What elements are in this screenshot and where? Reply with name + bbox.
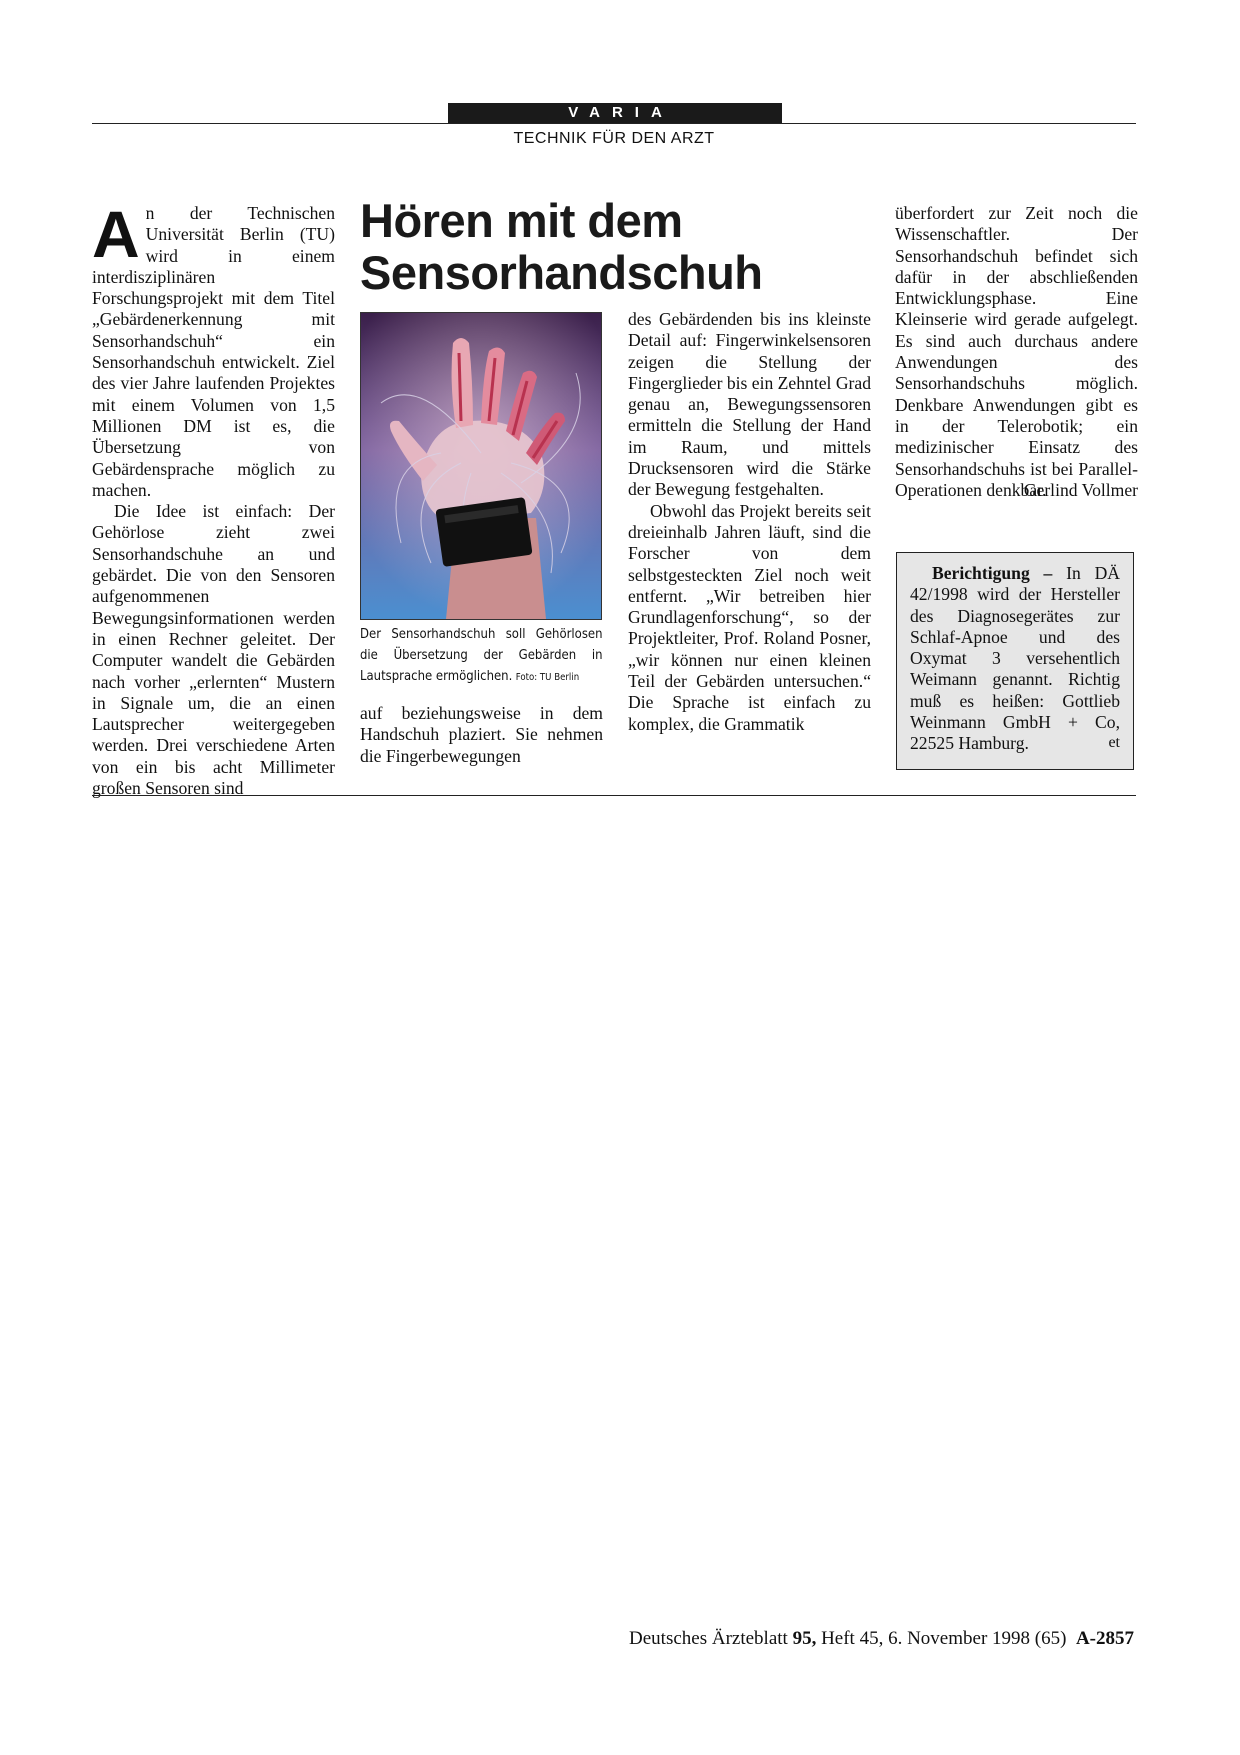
article-paragraph: Die Idee ist einfach: Der Gehörlose zieht zwei Sensorhandschuhe an und gebärdet. Die von den Sensoren aufgenommenen Bewegungsinformationen werden in einen Rechner geleitet. Der Computer wandelt die Gebärden nach vorher „erlernten“ Mustern in Signale um, die an einen Lautsprecher weitergegeben werden. Drei verschiedene Arten von ein bis acht Millimeter großen Sensoren sind bbox=[92, 501, 335, 799]
headline-line-1: Hören mit dem bbox=[360, 194, 683, 247]
author-signature: Gerlind Vollmer bbox=[1023, 480, 1138, 501]
correction-initials: et bbox=[1108, 733, 1120, 751]
journal-name: Deutsches Ärzteblatt bbox=[629, 1628, 788, 1649]
correction-lead: Berichtigung – bbox=[932, 563, 1053, 583]
article-paragraph: überfordert zur Zeit noch die Wissenschaftler. Der Sensorhandschuh befindet sich dafür in der abschließenden Entwicklungsphase. Eine Kleinserie wird gerade aufgelegt. Es sind auch durchaus andere Anwendungen des Sensorhandschuhs möglich. Denkbare Anwendungen gibt es in der Telerobotik; ein medizinischer Einsatz des Sensorhandschuhs ist bei Parallel-Operationen denkbar. bbox=[895, 203, 1138, 500]
article-headline bbox=[360, 195, 880, 299]
correction-box bbox=[896, 552, 1134, 770]
article-column-4 bbox=[895, 203, 1138, 501]
photo-caption bbox=[360, 624, 603, 688]
headline-line-2: Sensorhandschuh bbox=[360, 246, 763, 299]
article-paragraph bbox=[92, 197, 335, 501]
top-rule bbox=[92, 123, 1136, 124]
sensor-glove-photo bbox=[360, 312, 602, 620]
article-paragraph: des Gebärdenden bis ins kleinste Detail auf: Fingerwinkelsensoren zeigen die Stellung der Fingerglieder bis ein Zehntel Grad genau an, Bewegungssensoren ermitteln die Stellung der Hand im Raum, und mittels Drucksensoren wird die Stärke der Bewegung festgehalten. bbox=[628, 309, 871, 500]
correction-body: In DÄ 42/1998 wird der Hersteller des Diagnosegerätes zur Schlaf-Apnoe und des Oxymat 3 versehentlich Weimann genannt. Richtig muß es heißen: Gottlieb Weinmann GmbH + Co, 22525 Hamburg. bbox=[910, 563, 1120, 754]
journal-issue: Heft 45, 6. November 1998 (65) bbox=[821, 1628, 1067, 1649]
article-paragraph: auf beziehungsweise in dem Handschuh plaziert. Sie nehmen die Fingerbewegungen bbox=[360, 703, 603, 766]
article-paragraph: Obwohl das Projekt bereits seit dreieinhalb Jahren läuft, sind die Forscher von dem selbstgesteckten Ziel noch weit entfernt. „Wir betreiben hier Grundlagenforschung“, so der Projektleiter, Prof. Roland Posner, „wir können nur einen kleinen Teil der Gebärden untersuchen.“ Die Sprache ist einfach zu komplex, die Grammatik bbox=[628, 500, 871, 734]
article-column-1 bbox=[92, 197, 335, 799]
caption-text: Der Sensorhandschuh soll Gehörlosen die Übersetzung der Gebärden in Lautsprache ermöglichen. bbox=[360, 626, 603, 684]
bottom-rule bbox=[92, 795, 1136, 796]
subsection-title: TECHNIK FÜR DEN ARZT bbox=[513, 130, 715, 147]
article-column-2 bbox=[360, 703, 603, 767]
page-footer bbox=[629, 1628, 1134, 1650]
dropcap: A bbox=[92, 197, 140, 271]
journal-volume: 95, bbox=[792, 1628, 817, 1649]
photo-credit: Foto: TU Berlin bbox=[515, 672, 580, 683]
section-header: VARIA bbox=[448, 103, 782, 123]
intro-text: n der Technischen Universität Berlin (TU) wird in einem interdisziplinären Forschungsprojekt mit dem Titel „Gebärdenerkennung mit Sensorhandschuh“ ein Sensorhandschuh entwickelt. Ziel des vier Jahre laufenden Projektes mit einem Volumen von 1,5 Millionen DM ist es, die Übersetzung von Gebärdensprache möglich zu machen. bbox=[92, 203, 335, 500]
page-number: A-2857 bbox=[1075, 1628, 1134, 1649]
article-column-3 bbox=[628, 309, 871, 735]
correction-text bbox=[910, 563, 1120, 755]
